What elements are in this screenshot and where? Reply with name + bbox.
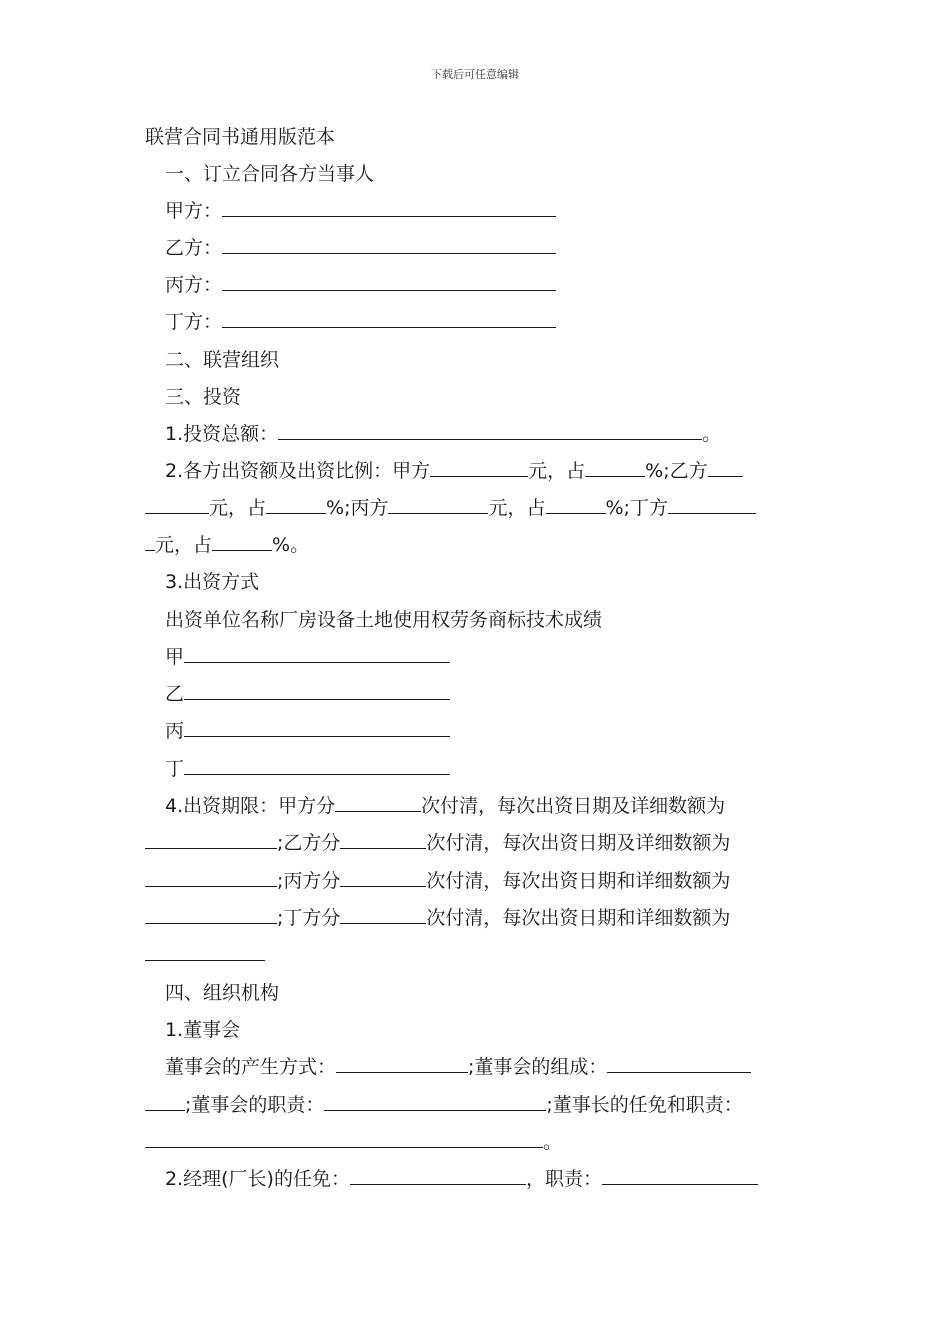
chairman-blank[interactable] [145, 1129, 543, 1148]
section-1-heading: 一、订立合同各方当事人 [165, 163, 375, 185]
board-end: 。 [543, 1131, 563, 1153]
party-b-times-blank[interactable] [340, 830, 426, 849]
party-b-percent-blank[interactable] [266, 495, 326, 514]
party-c-line [165, 272, 556, 298]
yuan-comma-text: 元，占 [155, 534, 213, 556]
ratio-line-1 [165, 458, 743, 484]
party-d-times-blank[interactable] [340, 905, 426, 924]
party-a-line [165, 198, 556, 224]
term-times-text: 次付清，每次出资日期和详细数额为 [426, 870, 731, 892]
ratio-line-2 [145, 495, 756, 521]
party-d-line [165, 309, 556, 335]
party-c-label: 丙方： [165, 274, 223, 296]
party-b-amount-blank-2[interactable] [145, 495, 209, 514]
section-4-heading: 四、组织机构 [165, 982, 280, 1004]
yuan-comma-text: 元，占 [528, 460, 586, 482]
manager-duties-blank[interactable] [602, 1166, 758, 1185]
board-line-2 [145, 1092, 743, 1118]
method-row-blank[interactable] [184, 718, 450, 737]
pct-ding-text: %;丁方 [605, 497, 668, 519]
board-composition-label: ;董事会的组成： [468, 1056, 608, 1078]
total-investment-blank[interactable] [278, 421, 702, 440]
board-duties-blank[interactable] [324, 1092, 546, 1111]
manager-appointment-blank[interactable] [350, 1166, 526, 1185]
party-c-blank[interactable] [222, 272, 556, 291]
term-ding-text: ;丁方分 [277, 907, 341, 929]
method-row-label: 丙 [165, 720, 185, 742]
party-c-percent-blank[interactable] [546, 495, 606, 514]
manager-duties-label: ，职责： [525, 1168, 602, 1190]
manager-line [165, 1166, 758, 1192]
section-2-heading: 二、联营组织 [165, 349, 280, 371]
chairman-label: ;董事长的任免和职责： [546, 1094, 743, 1116]
party-a-label: 甲方： [165, 200, 223, 222]
method-row-d [165, 756, 450, 782]
method-columns: 出资单位名称厂房设备土地使用权劳务商标技术成绩 [165, 609, 603, 631]
term-label: 4.出资期限：甲方分 [165, 795, 336, 817]
method-row-a [165, 644, 450, 670]
party-b-blank[interactable] [222, 235, 556, 254]
party-d-amount-blank-2[interactable] [145, 532, 155, 551]
pct-yi-text: %;乙方 [645, 460, 708, 482]
party-b-schedule-blank[interactable] [145, 868, 277, 887]
board-duties-label: ;董事会的职责： [185, 1094, 325, 1116]
board-formation-blank[interactable] [336, 1054, 468, 1073]
party-d-percent-blank[interactable] [212, 532, 272, 551]
term-line-4 [145, 905, 730, 931]
section-3-heading: 三、投资 [165, 386, 242, 408]
document-title: 联营合同书通用版范本 [145, 126, 336, 148]
party-b-line [165, 235, 556, 261]
board-line-1 [165, 1054, 751, 1080]
board-heading: 1.董事会 [165, 1019, 241, 1041]
board-composition-blank-2[interactable] [145, 1092, 185, 1111]
method-row-b [165, 681, 450, 707]
party-a-blank[interactable] [222, 198, 556, 217]
party-d-blank[interactable] [222, 309, 556, 328]
method-row-label: 乙 [165, 683, 185, 705]
term-times-text: 次付清，每次出资日期和详细数额为 [426, 907, 731, 929]
party-a-percent-blank[interactable] [585, 458, 645, 477]
party-b-amount-blank-1[interactable] [708, 458, 743, 477]
board-line-3 [145, 1129, 562, 1155]
board-composition-blank-1[interactable] [607, 1054, 751, 1073]
party-a-times-blank[interactable] [335, 793, 421, 812]
manager-appointment-label: 2.经理(厂长)的任免： [165, 1168, 350, 1190]
party-c-times-blank[interactable] [340, 868, 426, 887]
party-c-amount-blank[interactable] [388, 495, 488, 514]
page-header: 下载后可任意编辑 [431, 68, 519, 81]
party-d-schedule-blank[interactable] [145, 942, 265, 961]
term-yi-text: ;乙方分 [277, 832, 341, 854]
total-investment-line [165, 421, 721, 447]
total-investment-label: 1.投资总额： [165, 423, 279, 445]
method-row-blank[interactable] [184, 681, 450, 700]
term-line-5 [145, 942, 265, 968]
total-investment-end: 。 [702, 423, 722, 445]
method-heading: 3.出资方式 [165, 571, 260, 593]
party-c-schedule-blank[interactable] [145, 905, 277, 924]
party-a-schedule-blank[interactable] [145, 830, 277, 849]
term-line-1 [165, 793, 725, 819]
method-row-label: 甲 [165, 646, 185, 668]
ratio-label: 2.各方出资额及出资比例：甲方 [165, 460, 431, 482]
pct-bing-text: %;丙方 [326, 497, 389, 519]
board-formation-label: 董事会的产生方式： [165, 1056, 337, 1078]
term-line-3 [145, 868, 730, 894]
pct-end-text: %。 [272, 534, 310, 556]
method-row-blank[interactable] [184, 756, 450, 775]
party-a-amount-blank[interactable] [430, 458, 528, 477]
method-row-c [165, 718, 450, 744]
party-b-label: 乙方： [165, 237, 223, 259]
yuan-comma-text: 元，占 [488, 497, 546, 519]
term-times-text: 次付清，每次出资日期及详细数额为 [421, 795, 726, 817]
method-row-blank[interactable] [184, 644, 450, 663]
ratio-line-3 [145, 532, 309, 558]
party-d-amount-blank-1[interactable] [668, 495, 756, 514]
term-bing-text: ;丙方分 [277, 870, 341, 892]
yuan-comma-text: 元，占 [209, 497, 267, 519]
term-line-2 [145, 830, 730, 856]
method-row-label: 丁 [165, 758, 185, 780]
party-d-label: 丁方： [165, 311, 223, 333]
term-times-text: 次付清，每次出资日期及详细数额为 [426, 832, 731, 854]
